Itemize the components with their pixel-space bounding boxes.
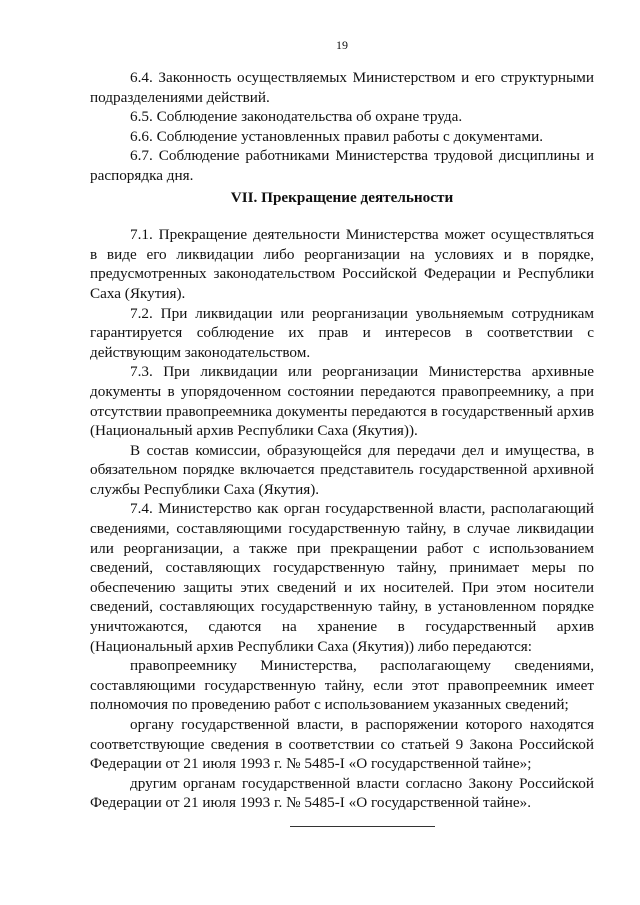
paragraph-other-authorities: другим органам государственной власти согласно Закону Российской Федерации от 21 июля 1993 г. № 5485-I «О государственной тайне». — [90, 774, 594, 812]
paragraph-7-4: 7.4. Министерство как орган государственной власти, располагающий сведениями, составляющими государственную тайну, в случае ликвидации или реорганизации, а также при прекращении работ с использованием сведений, составляющих государственную тайну, принимает меры по обеспечению защиты этих сведений и их носителей. При этом носители сведений, составляющих государственную тайну, в установленном порядке уничтожаются, сдаются на хранение в государственный архив (Национальный архив Республики Саха (Якутия)) либо передаются: — [90, 500, 594, 655]
paragraph-6-5: 6.5. Соблюдение законодательства об охране труда. — [130, 108, 463, 126]
footer-divider-line — [290, 826, 435, 827]
paragraph-commission: В состав комиссии, образующейся для передачи дел и имущества, в обязательном порядке включается представитель государственной архивной службы Республики Саха (Якутия). — [90, 441, 594, 498]
paragraph-6-6: 6.6. Соблюдение установленных правил работы с документами. — [130, 127, 544, 145]
paragraph-successor: правопреемнику Министерства, располагающему сведениями, составляющими государственную тайну, если этот правопреемник имеет полномочия по проведению работ с использованием указанных сведений; — [90, 657, 594, 714]
paragraph-7-3: 7.3. При ликвидации или реорганизации Министерства архивные документы в упорядоченном состоянии передаются правопреемнику, а при отсутствии правопреемника документы передаются в государственный архив (Национальный архив Республики Саха (Якутия)). — [90, 363, 594, 440]
section-heading: VII. Прекращение деятельности — [230, 188, 454, 206]
page-number: 19 — [336, 38, 348, 52]
paragraph-7-2: 7.2. При ликвидации или реорганизации увольняемым сотрудникам гарантируется соблюдение их прав и интересов в соответствии с действующим законодательством. — [90, 304, 594, 361]
paragraph-7-1: 7.1. Прекращение деятельности Министерства может осуществляться в виде его ликвидации либо реорганизации на условиях и в порядке, предусмотренных законодательством Российской Федерации и Республики Саха (Якутия). — [90, 226, 594, 302]
paragraph-6-4: 6.4. Законность осуществляемых Министерством и его структурными подразделениями действий. — [90, 69, 594, 106]
paragraph-state-authority: органу государственной власти, в распоряжении которого находятся соответствующие сведения в соответствии со статьей 9 Закона Российской Федерации от 21 июля 1993 г. № 5485-I «О государственной тайне»; — [90, 716, 594, 773]
paragraph-6-7: 6.7. Соблюдение работниками Министерства трудовой дисциплины и распорядка дня. — [90, 147, 594, 184]
